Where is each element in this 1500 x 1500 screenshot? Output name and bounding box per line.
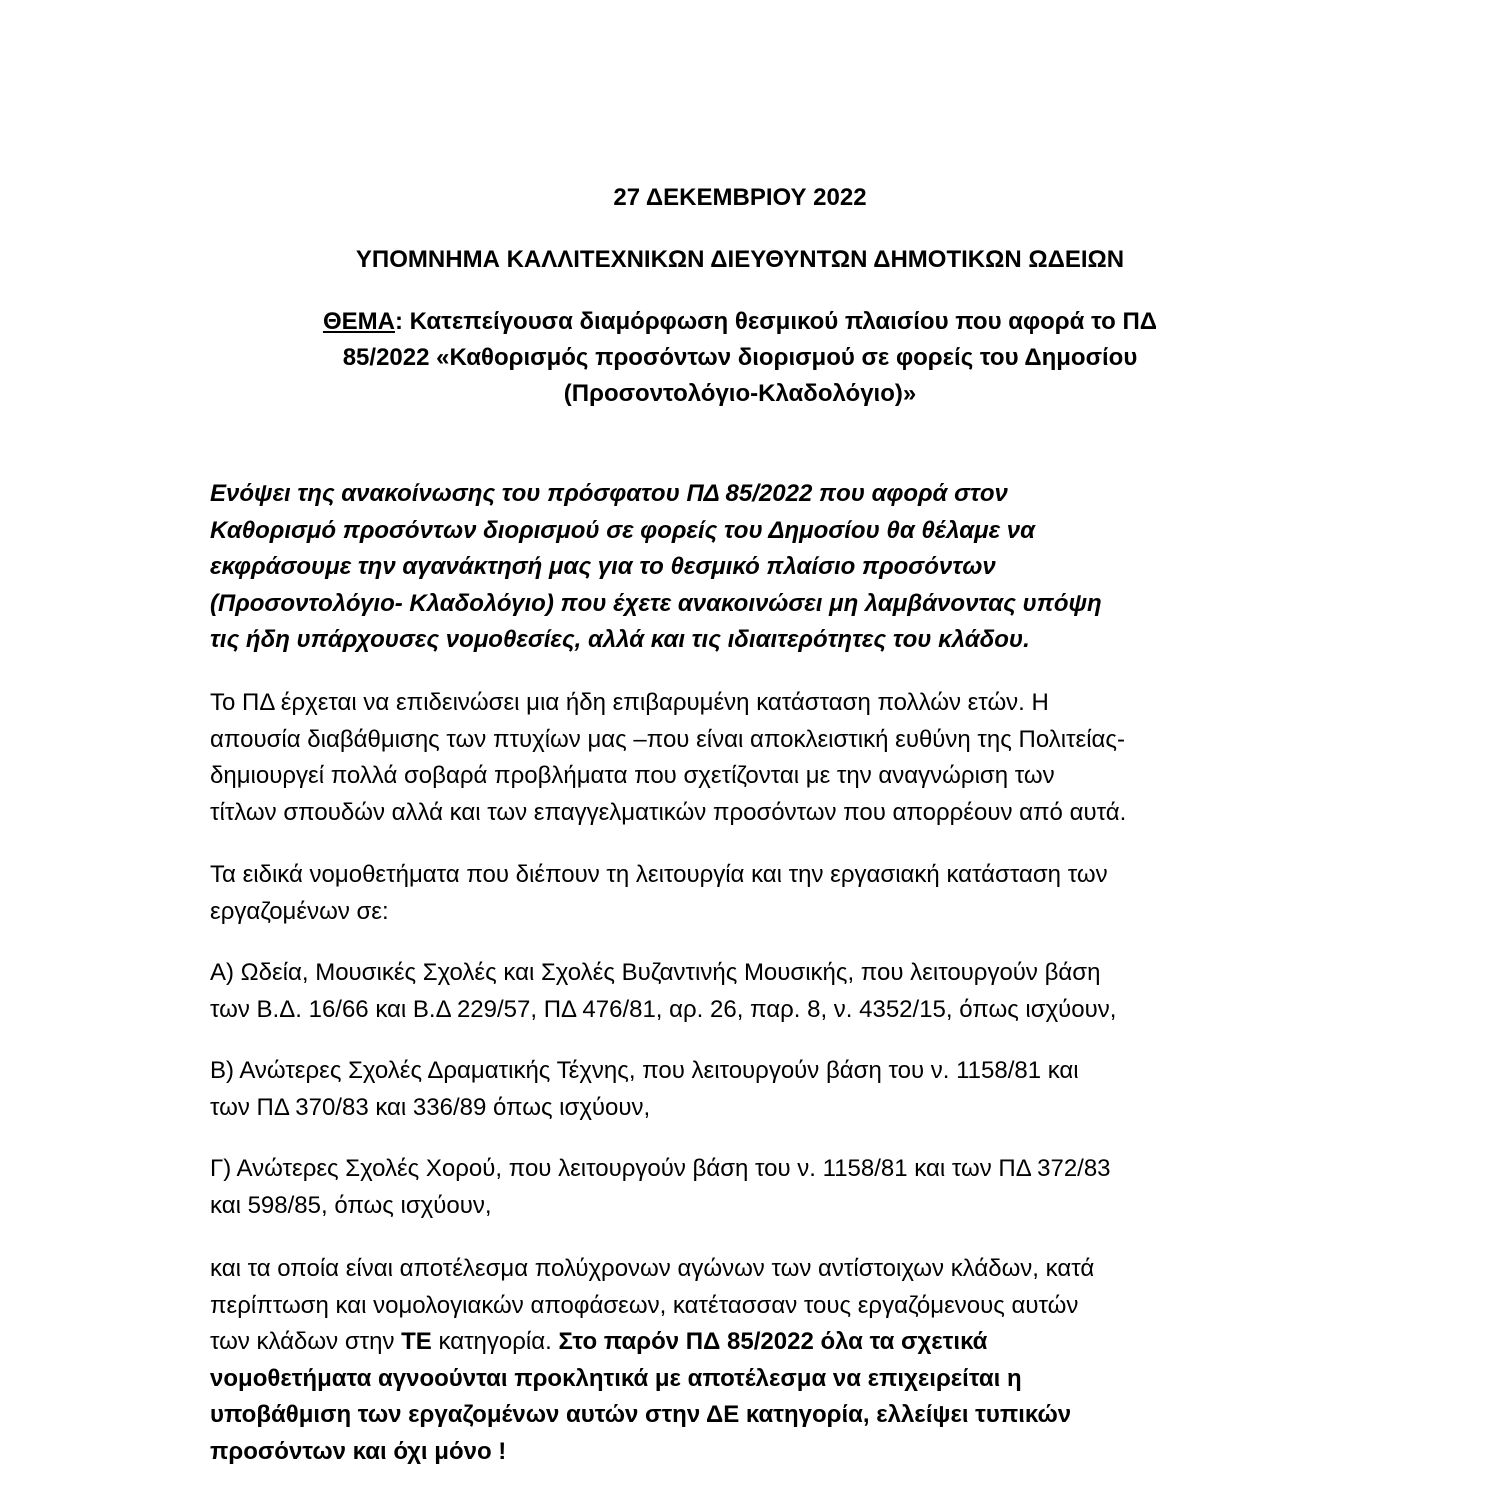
paragraph-3 <box>210 1251 1290 1470</box>
subject-label: ΘΕΜΑ <box>322 308 395 335</box>
paragraph-2-line: Τα ειδικά νομοθετήματα που διέπουν τη λειτουργία και την εργασιακή κατάσταση των <box>210 861 1108 888</box>
paragraph-1-line: Το ΠΔ έρχεται να επιδεινώσει μια ήδη επιβαρυμένη κατάσταση πολλών ετών. Η <box>210 689 1049 716</box>
document-date: 27 ΔΕΚΕΜΒΡΙΟΥ 2022 <box>613 184 867 211</box>
intro-line: (Προσοντολόγιο- Κλαδολόγιο) που έχετε ανακοινώσει μη λαμβάνοντας υπόψη <box>210 589 1102 617</box>
subject-block <box>0 304 1480 412</box>
paragraph-3-text: των κλάδων στην <box>210 1328 402 1355</box>
paragraph-3-text: κατηγορία. <box>431 1328 559 1355</box>
intro-line: Καθορισμό προσόντων διορισμού σε φορείς του Δημοσίου θα θέλαμε να <box>210 516 1035 544</box>
subject-line-1 <box>0 304 1480 340</box>
list-item-b-line: των ΠΔ 370/83 και 336/89 όπως ισχύουν, <box>210 1093 651 1121</box>
intro-paragraph <box>210 476 1290 659</box>
intro-line: Ενόψει της ανακοίνωσης του πρόσφατου ΠΔ 85/2022 που αφορά στον <box>210 480 1008 507</box>
list-item-a-line: των Β.Δ. 16/66 και Β.Δ 229/57, ΠΔ 476/81, αρ. 26, παρ. 8, ν. 4352/15, όπως ισχύουν, <box>210 995 1117 1023</box>
list-item-a <box>210 955 1290 1028</box>
paragraph-3-line-mixed <box>210 1324 1290 1361</box>
paragraph-3-line: και τα οποία είναι αποτέλεσμα πολύχρονων αγώνων των αντίστοιχων κλάδων, κατά <box>210 1255 1095 1282</box>
intro-line: εκφράσουμε την αγανάκτησή μας για το θεσμικό πλαίσιο προσόντων <box>210 553 996 580</box>
paragraph-1-line: τίτλων σπουδών αλλά και των επαγγελματικών προσόντων που απορρέουν από αυτά. <box>210 798 1127 826</box>
paragraph-3-emphasis-line: προσόντων και όχι μόνο ! <box>210 1437 507 1465</box>
list-item-b-line: Β) Ανώτερες Σχολές Δραματικής Τέχνης, που λειτουργούν βάση του ν. 1158/81 και <box>210 1057 1079 1084</box>
list-item-a-line: Α) Ωδεία, Μουσικές Σχολές και Σχολές Βυζαντινής Μουσικής, που λειτουργούν βάση <box>210 959 1101 986</box>
intro-line: τις ήδη υπάρχουσες νομοθεσίες, αλλά και τις ιδιαιτερότητες του κλάδου. <box>210 626 1030 653</box>
list-item-b <box>210 1053 1290 1126</box>
paragraph-3-line: περίπτωση και νομολογιακών αποφάσεων, κατέτασσαν τους εργαζόμενους αυτών <box>210 1291 1079 1319</box>
paragraph-2-line: εργαζομένων σε: <box>210 897 389 925</box>
subject-line-2: 85/2022 «Καθορισμός προσόντων διορισμού σε φορείς του Δημοσίου <box>342 344 1138 371</box>
paragraph-1 <box>210 685 1290 831</box>
category-te: ΤΕ <box>401 1328 432 1355</box>
list-item-c-line: και 598/85, όπως ισχύουν, <box>210 1191 492 1219</box>
paragraph-2 <box>210 857 1290 930</box>
subject-line-1-text: : Κατεπείγουσα διαμόρφωση θεσμικού πλαισίου που αφορά το ΠΔ <box>394 308 1158 335</box>
paragraph-3-emphasis-line: υποβάθμιση των εργαζομένων αυτών στην ΔΕ κατηγορία, ελλείψει τυπικών <box>210 1401 1072 1428</box>
memo-title: ΥΠΟΜΝΗΜΑ ΚΑΛΛΙΤΕΧΝΙΚΩΝ ΔΙΕΥΘΥΝΤΩΝ ΔΗΜΟΤΙΚΩΝ ΩΔΕΙΩΝ <box>355 246 1125 273</box>
list-item-c <box>210 1151 1290 1224</box>
paragraph-3-emphasis: Στο παρόν ΠΔ 85/2022 όλα τα σχετικά <box>558 1328 988 1355</box>
paragraph-3-emphasis-line: νομοθετήματα αγνοούνται προκλητικά με αποτέλεσμα να επιχειρείται η <box>210 1364 1022 1392</box>
paragraph-1-line: απουσία διαβάθμισης των πτυχίων μας –που είναι αποκλειστική ευθύνη της Πολιτείας- <box>210 725 1125 753</box>
subject-line-3: (Προσοντολόγιο-Κλαδολόγιο)» <box>563 380 917 407</box>
list-item-c-line: Γ) Ανώτερες Σχολές Χορού, που λειτουργούν βάση του ν. 1158/81 και των ΠΔ 372/83 <box>210 1155 1111 1182</box>
paragraph-1-line: δημιουργεί πολλά σοβαρά προβλήματα που σχετίζονται με την αναγνώριση των <box>210 762 1055 789</box>
